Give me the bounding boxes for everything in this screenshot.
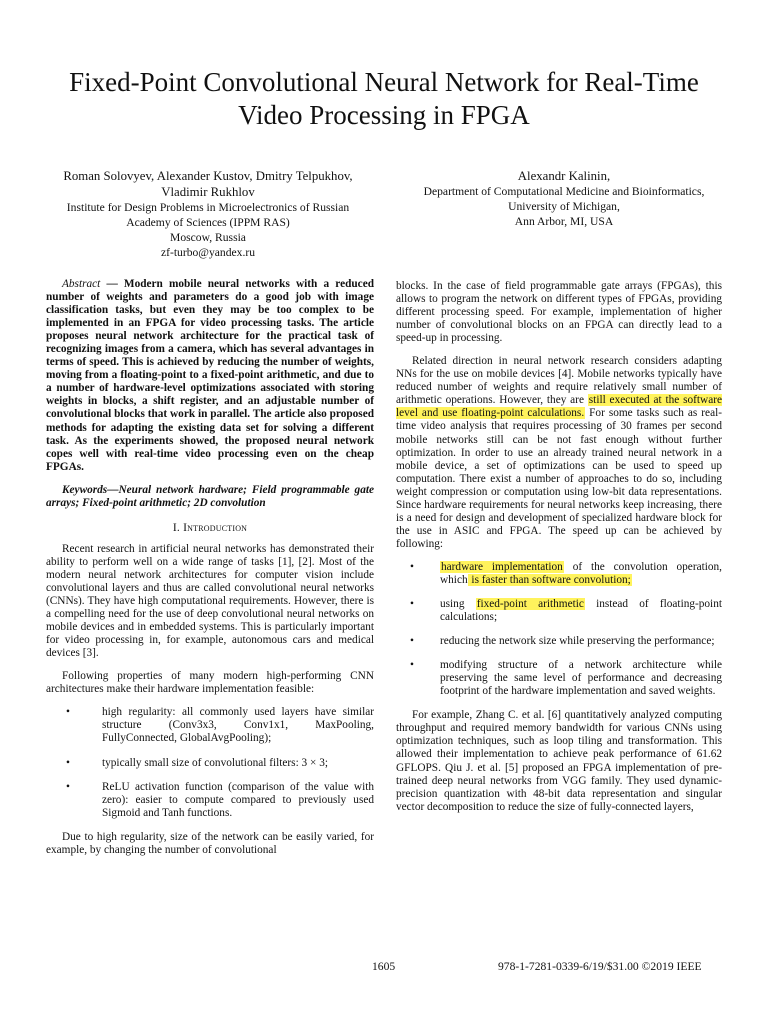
paper-title: Fixed-Point Convolutional Neural Network for Real-Time Video Processing in FPGA bbox=[69, 67, 699, 130]
keywords-paragraph bbox=[46, 484, 374, 510]
list-item bbox=[46, 757, 374, 770]
author-block-right bbox=[396, 168, 732, 229]
section-title: Introduction bbox=[183, 520, 248, 534]
paragraph-text: For some tasks such as real-time video analysis that requires processing of 30 frames per second mobile networks still can be not fast enough without further optimization. In order to use an already trained neural network in a mobile device, a set of optimizations can be used to speed up computation. There exist a number of approaches to do so, including weight compression or computation using low-bit data representations. Since hardware requirements for neural networks keep increasing, there is a need for design and development of specialized hardware block for the use in ASIC and FPGA. The speed up can be achieved by following: bbox=[396, 407, 722, 550]
author-affiliation-right: Department of Computational Medicine and Bioinformatics, bbox=[423, 185, 705, 198]
section-number: I. bbox=[172, 520, 180, 534]
bullet-icon: • bbox=[66, 706, 70, 719]
author-institution-right: University of Michigan, bbox=[508, 200, 620, 213]
keywords-lead: Keywords bbox=[62, 483, 108, 496]
right-paragraph-2 bbox=[396, 355, 722, 551]
author-affiliation-left: Institute for Design Problems in Microelectronics of Russian Academy of Sciences (IPPM RAS) bbox=[66, 201, 350, 229]
left-column bbox=[46, 278, 374, 857]
author-block-left bbox=[44, 168, 372, 260]
bullet-icon: • bbox=[66, 756, 70, 769]
highlight-annotation: fixed-point arithmetic bbox=[476, 598, 584, 611]
abstract-paragraph bbox=[46, 278, 374, 474]
author-email[interactable]: zf-turbo@yandex.ru bbox=[160, 246, 256, 259]
list-item-text: of the convolution operation, which bbox=[440, 560, 723, 586]
right-column bbox=[396, 280, 722, 814]
list-item-text: instead of floating-point calculations; bbox=[440, 598, 722, 624]
list-item bbox=[396, 561, 722, 587]
highlight-annotation: is faster than software convolution; bbox=[468, 573, 631, 586]
list-item-text: high regularity: all commonly used layers have similar structure (Conv3x3, Conv1x1, MaxPooling, FullyConnected, GlobalAvgPooling); bbox=[102, 706, 374, 745]
highlight-annotation: still executed at the software level and use floating-point calculations. bbox=[396, 394, 722, 420]
author-names-right: Alexandr Kalinin, bbox=[517, 169, 611, 183]
bullet-icon: • bbox=[410, 560, 414, 573]
intro-paragraph-2: Following properties of many modern high-performing CNN architectures make their hardware implementation feasible: bbox=[46, 670, 374, 696]
bullet-icon: • bbox=[410, 659, 414, 672]
bullet-icon: • bbox=[66, 780, 70, 793]
keywords-text: —Neural network hardware; Field programmable gate arrays; Fixed-point arithmetic; 2D convolution bbox=[46, 483, 374, 509]
author-names-left: Roman Solovyev, Alexander Kustov, Dmitry Telpukhov, Vladimir Rukhlov bbox=[63, 169, 353, 199]
section-heading bbox=[46, 521, 374, 534]
right-paragraph-3: For example, Zhang C. et al. [6] quantitatively analyzed computing throughput and required memory bandwidth for various CNNs using optimization techniques, such as loop tiling and transformation. This allowed their implementation to achieve peak performance of 61.62 GFLOPS. Qiu J. et al. [5] proposed an FPGA implementation of pre-trained deep neural networks from VGG family. They used dynamic-precision quantization with 48-bit data representation and singular vector decomposition to reduce the size of fully-connected layers, bbox=[396, 709, 722, 813]
copyright-notice: 978-1-7281-0339-6/19/$31.00 ©2019 IEEE bbox=[498, 960, 702, 973]
list-item bbox=[46, 781, 374, 820]
list-item-text: typically small size of convolutional filters: 3 × 3; bbox=[102, 756, 328, 769]
author-location-right: Ann Arbor, MI, USA bbox=[514, 215, 614, 228]
abstract-lead: Abstract bbox=[62, 278, 101, 290]
paragraph-text: Related direction in neural network research considers adapting NNs for the use on mobile devices [4]. Mobile networks typically have reduced number of weights and require relatively small number of arithmetic operations. However, they are bbox=[396, 355, 722, 407]
bullet-icon: • bbox=[410, 635, 414, 648]
list-item bbox=[396, 598, 722, 624]
list-item-text: reducing the network size while preserving the performance; bbox=[440, 635, 715, 648]
list-item bbox=[396, 659, 722, 698]
page-number: 1605 bbox=[372, 960, 396, 973]
intro-paragraph-1: Recent research in artificial neural networks has demonstrated their ability to perform well on a wide range of tasks [1], [2]. Most of the modern neural network architectures for computer vision include convolutional layers and thus are called convolutional neural networks (CNNs). They have high computational requirements. However, there is a compelling need for the use of deep convolutional neural networks on mobile devices and in embedded systems. This is particularly important for video processing in, for example, autonomous cars and medical devices [3]. bbox=[46, 542, 374, 660]
list-item bbox=[396, 635, 722, 648]
speedup-list bbox=[396, 561, 722, 698]
highlight-annotation: hardware implementation bbox=[441, 560, 563, 573]
list-item-text: ReLU activation function (comparison of the value with zero): easier to compute compared to previously used Sigmoid and Tanh functions. bbox=[102, 780, 374, 819]
list-item-text: using bbox=[440, 598, 476, 611]
list-item bbox=[46, 706, 374, 745]
right-paragraph-1: blocks. In the case of field programmable gate arrays (FPGAs), this allows to program the network on different types of FPGAs, providing different processing speed. For example, implementation of higher number of convolutional blocks on an FPGA can directly lead to a speed-up in processing. bbox=[396, 280, 722, 345]
bullet-icon: • bbox=[410, 598, 414, 611]
properties-list bbox=[46, 706, 374, 819]
list-item-text: modifying structure of a network architecture while preserving the same level of performance and decreasing footprint of the hardware implementation and saved weights. bbox=[440, 659, 722, 698]
abstract-text: — Modern mobile neural networks with a reduced number of weights and parameters do a good job with image classification tasks, but even they may be too complex to be implemented in an FPGA for video processing tasks. The article proposes neural network architecture for the practical task of recognizing images from a camera, which has several advantages in terms of speed. This is achieved by reducing the number of weights, moving from a floating-point to a fixed-point arithmetic, and due to a number of hardware-level optimizations associated with storing weights in blocks, a shift register, and an adjustable number of convolutional blocks that work in parallel. The article also proposed methods for adapting the existing data set for solving a different task. As the experiments showed, the proposed neural network copes well with real-time video processing even on the cheap FPGAs. bbox=[46, 278, 374, 473]
author-location-left: Moscow, Russia bbox=[170, 231, 246, 244]
intro-paragraph-3: Due to high regularity, size of the network can be easily varied, for example, by changing the number of convolutional bbox=[46, 830, 374, 856]
